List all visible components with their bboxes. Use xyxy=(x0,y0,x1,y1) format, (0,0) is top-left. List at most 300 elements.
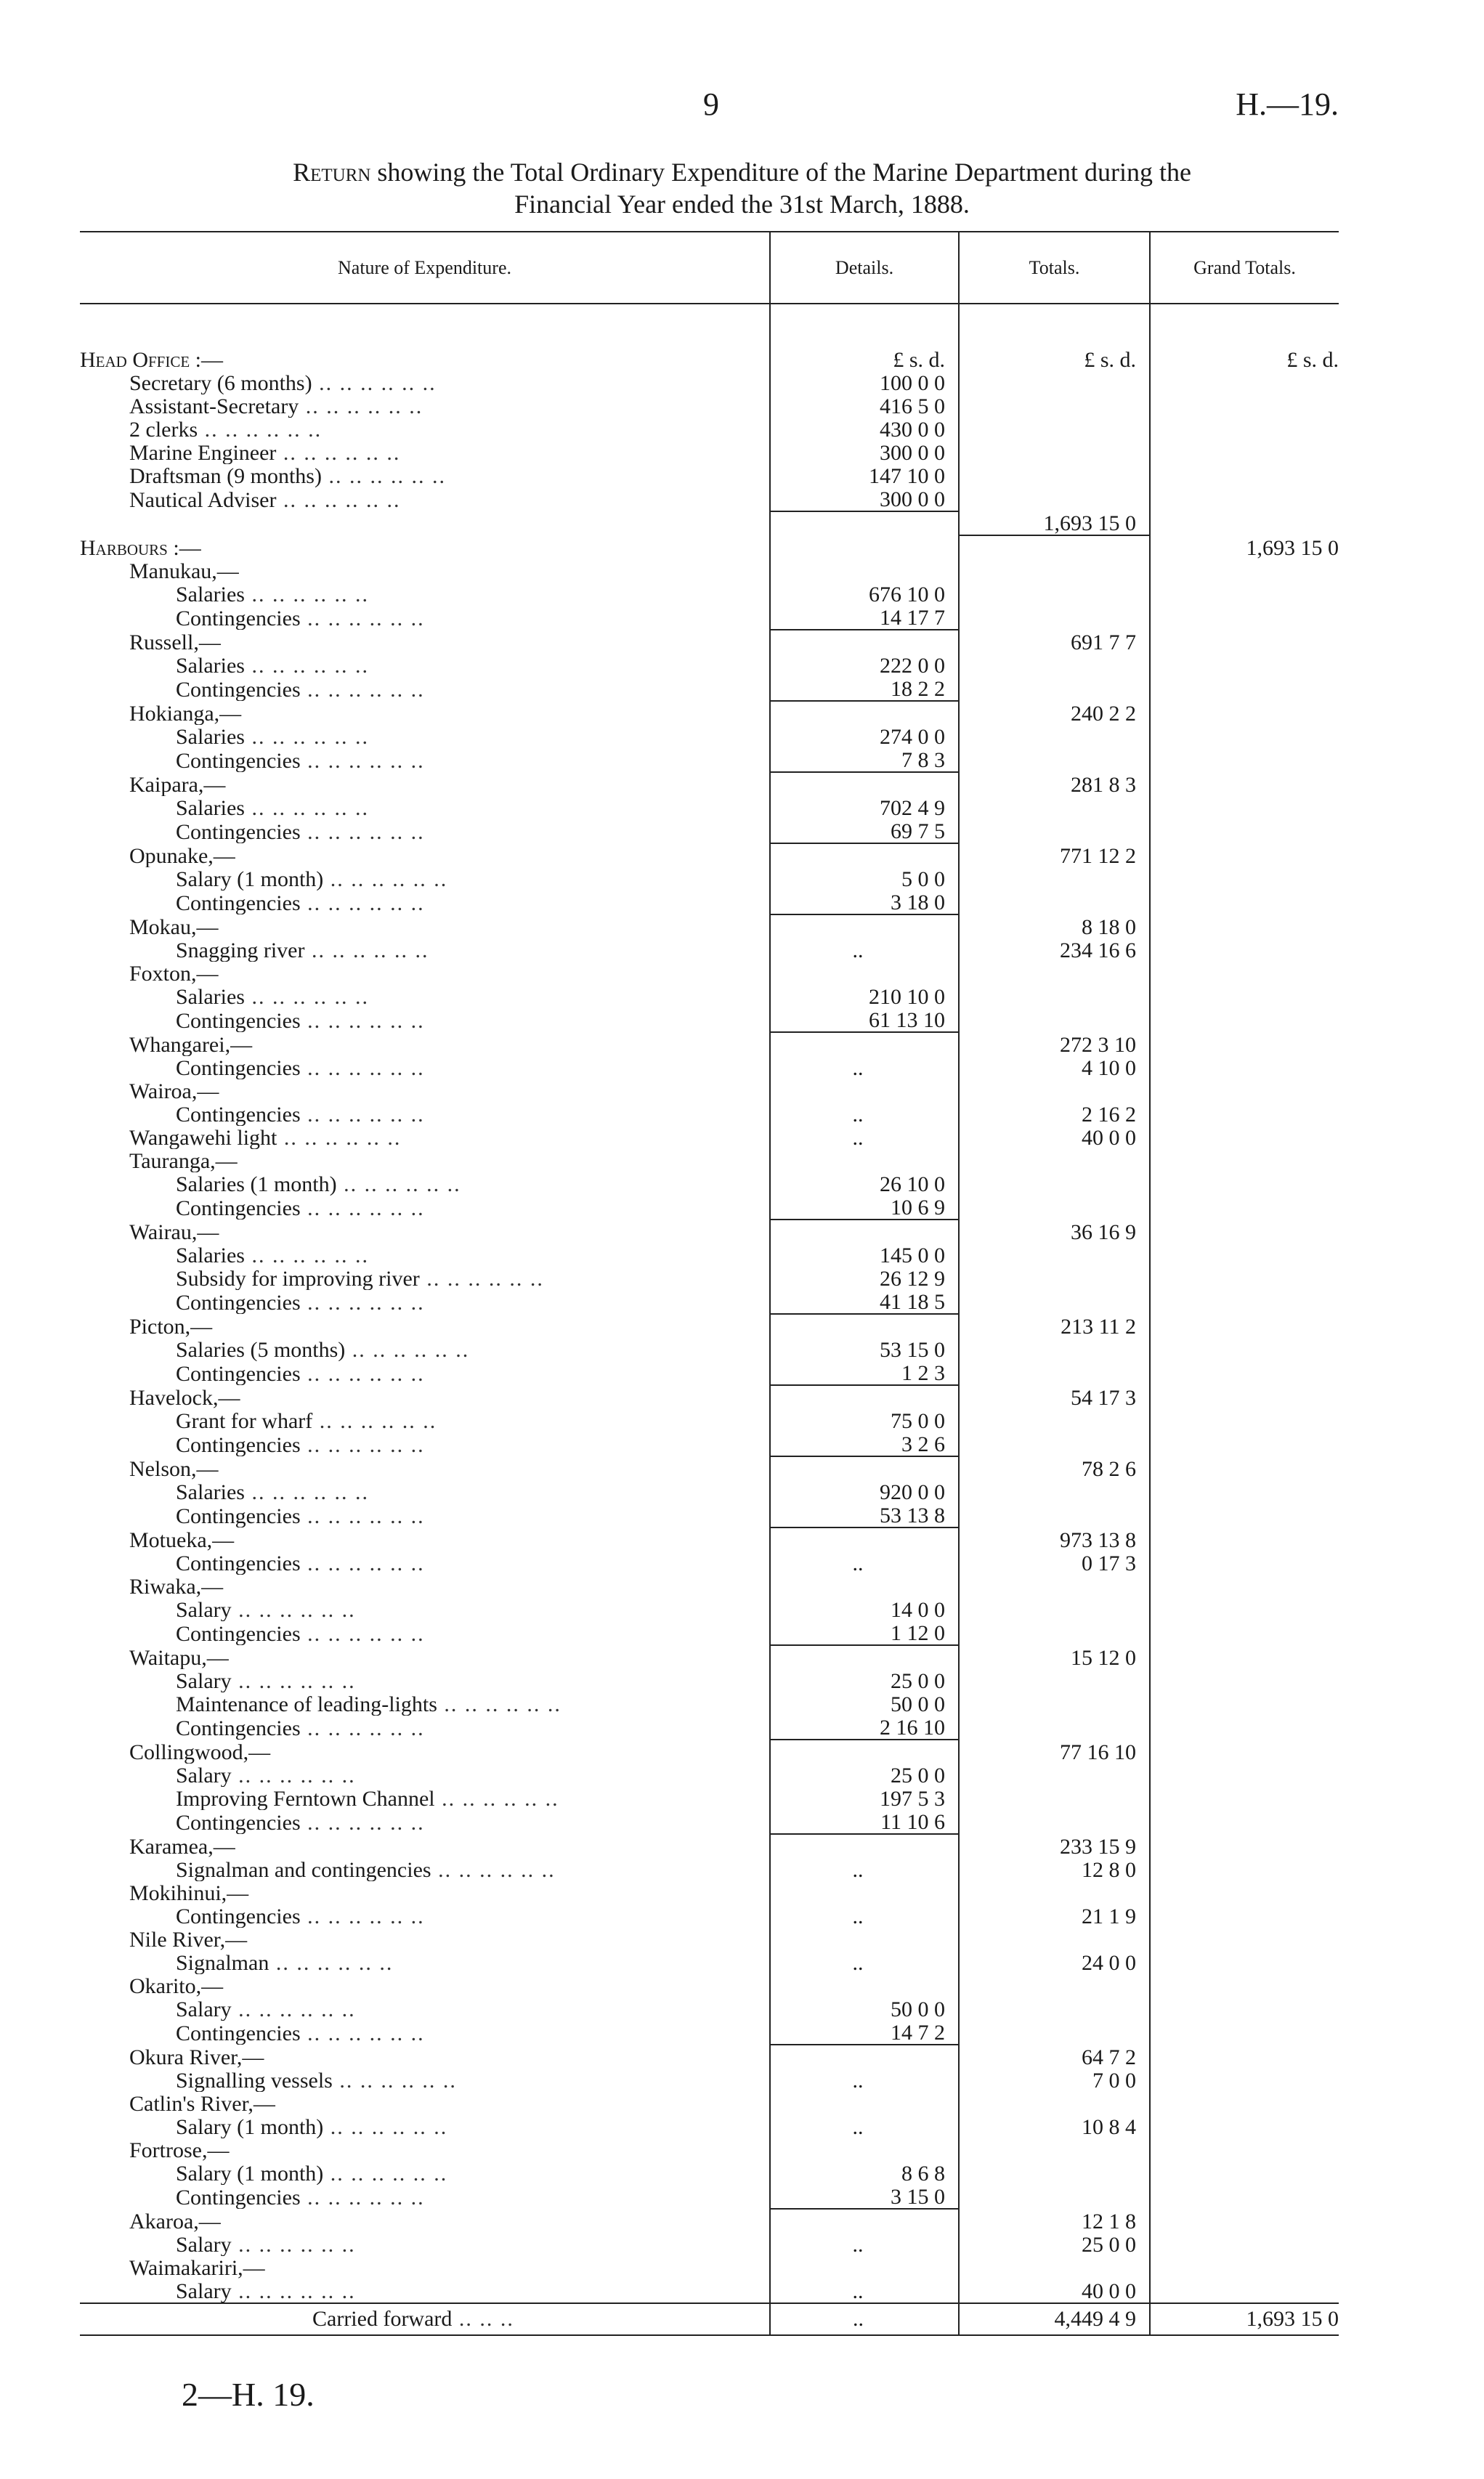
leader-dots: .. .. .. .. .. .. xyxy=(300,1551,425,1575)
row-label xyxy=(80,371,770,394)
totals-cell: 973 13 8 xyxy=(959,1527,1150,1551)
expenditure-table xyxy=(80,231,1339,2336)
totals-cell xyxy=(959,1997,1150,2021)
grand-total-cell xyxy=(1150,890,1339,914)
harbour-name-row xyxy=(80,1032,1339,1056)
totals-cell: 12 1 8 xyxy=(959,2209,1150,2233)
row-label xyxy=(80,1314,770,1338)
row-label xyxy=(80,2233,770,2256)
harbour-item-row xyxy=(80,1621,1339,1645)
totals-cell xyxy=(959,1598,1150,1621)
row-label-text: Wangawehi light xyxy=(129,1126,277,1149)
harbour-item-row xyxy=(80,2021,1339,2045)
row-label xyxy=(80,1669,770,1692)
totals-cell xyxy=(959,1480,1150,1504)
details-cell xyxy=(770,2209,959,2233)
row-label-text: Fortrose,— xyxy=(129,2138,230,2162)
row-label xyxy=(80,1527,770,1551)
totals-cell xyxy=(959,890,1150,914)
row-label-text: Hokianga,— xyxy=(129,702,242,725)
grand-total-cell xyxy=(1150,1079,1339,1103)
row-label xyxy=(80,1126,770,1149)
details-cell: 14 7 2 xyxy=(770,2021,959,2045)
row-label-text: Improving Ferntown Channel xyxy=(176,1787,435,1810)
row-label-text: Okura River,— xyxy=(129,2045,264,2069)
grand-total-cell xyxy=(1150,1126,1339,1149)
row-label-text: Nautical Adviser xyxy=(129,488,277,511)
totals-cell: £ s. d. xyxy=(959,348,1150,371)
totals-cell: 272 3 10 xyxy=(959,1032,1150,1056)
leader-dots: .. .. .. .. .. .. xyxy=(276,488,401,511)
totals-cell: 78 2 6 xyxy=(959,1456,1150,1480)
totals-cell: 8 18 0 xyxy=(959,914,1150,938)
harbour-name-row xyxy=(80,2045,1339,2069)
row-label-text: 2 clerks xyxy=(129,418,198,441)
details-cell: 69 7 5 xyxy=(770,819,959,843)
totals-cell: 213 11 2 xyxy=(959,1314,1150,1338)
totals-cell xyxy=(959,1432,1150,1456)
grand-total-cell xyxy=(1150,1951,1339,1974)
details-cell: 416 5 0 xyxy=(770,394,959,418)
details-cell: 147 10 0 xyxy=(770,464,959,487)
details-cell xyxy=(770,1220,959,1243)
row-label-text: Foxton,— xyxy=(129,962,219,985)
row-label-text: Contingencies xyxy=(176,678,301,701)
row-label xyxy=(80,914,770,938)
row-label xyxy=(80,890,770,914)
row-label-text: Mokau,— xyxy=(129,915,219,938)
row-label-text: Karamea,— xyxy=(129,1835,235,1858)
row-label xyxy=(80,606,770,630)
totals-cell xyxy=(959,535,1150,559)
harbour-item-row xyxy=(80,2279,1339,2303)
details-cell xyxy=(770,1456,959,1480)
totals-cell xyxy=(959,1974,1150,1997)
grand-total-cell xyxy=(1150,2115,1339,2138)
row-label-text: Subsidy for improving river xyxy=(176,1267,420,1290)
row-label-text: Salary (1 month) xyxy=(176,867,324,890)
grand-total-cell xyxy=(1150,1267,1339,1290)
harbour-name-row xyxy=(80,1314,1339,1338)
totals-cell xyxy=(959,796,1150,819)
row-label-text: Head Office :— xyxy=(80,348,224,371)
details-cell: 5 0 0 xyxy=(770,867,959,890)
row-label-text: Contingencies xyxy=(176,1103,301,1126)
harbour-item-row xyxy=(80,796,1339,819)
grand-total-cell xyxy=(1150,1432,1339,1456)
details-cell xyxy=(770,559,959,583)
totals-cell xyxy=(959,1881,1150,1904)
row-label-text: Wairoa,— xyxy=(129,1079,219,1103)
title-line2: Financial Year ended the 31st March, 1888. xyxy=(514,190,970,219)
leader-dots: .. .. .. .. .. .. xyxy=(419,1267,544,1290)
row-label xyxy=(80,725,770,748)
leader-dots: .. .. .. .. .. .. xyxy=(231,1764,356,1787)
row-label-text: Contingencies xyxy=(176,1504,301,1527)
row-label xyxy=(80,2092,770,2115)
leader-dots: .. .. .. .. .. .. xyxy=(300,606,425,630)
details-cell: 920 0 0 xyxy=(770,1480,959,1504)
row-label xyxy=(80,1645,770,1669)
details-cell: .. xyxy=(770,938,959,962)
grand-total-cell xyxy=(1150,1810,1339,1834)
row-label xyxy=(80,2138,770,2162)
leader-dots: .. .. .. .. .. .. xyxy=(244,796,369,819)
totals-cell xyxy=(959,1787,1150,1810)
harbour-name-row xyxy=(80,1527,1339,1551)
totals-cell xyxy=(959,583,1150,606)
row-label xyxy=(80,677,770,701)
row-label-text: Salaries xyxy=(176,654,245,677)
row-label xyxy=(80,701,770,725)
harbour-name-row xyxy=(80,701,1339,725)
harbour-name-row xyxy=(80,843,1339,867)
row-label xyxy=(80,535,770,559)
totals-cell xyxy=(959,1149,1150,1172)
harbour-name-row xyxy=(80,1974,1339,1997)
row-label-text: Salary xyxy=(176,1598,232,1621)
row-label xyxy=(80,1243,770,1267)
leader-dots: .. .. .. .. .. .. xyxy=(276,441,401,464)
grand-total-cell xyxy=(1150,1551,1339,1575)
row-label-text: Contingencies xyxy=(176,606,301,630)
totals-cell: 77 16 10 xyxy=(959,1740,1150,1764)
details-cell xyxy=(770,1740,959,1764)
details-cell xyxy=(770,701,959,725)
details-cell xyxy=(770,511,959,535)
grand-total-cell xyxy=(1150,1904,1339,1928)
grand-total-cell xyxy=(1150,1409,1339,1432)
leader-dots: .. .. .. .. .. .. xyxy=(304,938,429,962)
totals-cell: 12 8 0 xyxy=(959,1858,1150,1881)
row-label-text: Contingencies xyxy=(176,749,301,772)
row-label-text: Contingencies xyxy=(176,2021,301,2045)
grand-total-cell xyxy=(1150,843,1339,867)
grand-total-cell xyxy=(1150,1974,1339,1997)
head-office-item xyxy=(80,371,1339,394)
grand-total-cell xyxy=(1150,1645,1339,1669)
details-cell xyxy=(770,843,959,867)
harbour-item-row xyxy=(80,1669,1339,1692)
grand-total-cell xyxy=(1150,1314,1339,1338)
page-number: 9 xyxy=(703,86,719,122)
row-label-text: Draftsman (9 months) xyxy=(129,464,322,487)
header-totals: Totals. xyxy=(959,232,1150,304)
details-cell xyxy=(770,1928,959,1951)
grand-total-cell xyxy=(1150,1621,1339,1645)
totals-cell: 240 2 2 xyxy=(959,701,1150,725)
leader-dots: .. .. .. .. .. .. xyxy=(300,1504,425,1527)
leader-dots: .. .. .. .. .. .. xyxy=(323,2115,448,2138)
totals-cell xyxy=(959,2162,1150,2185)
harbour-name-row xyxy=(80,2256,1339,2279)
harbour-item-row xyxy=(80,1504,1339,1527)
harbour-item-row xyxy=(80,1858,1339,1881)
totals-cell: 2 16 2 xyxy=(959,1103,1150,1126)
harbour-item-row xyxy=(80,1008,1339,1032)
row-label-text: Salary xyxy=(176,1764,232,1787)
row-label xyxy=(80,1951,770,1974)
leader-dots: .. .. .. .. .. .. xyxy=(300,2021,425,2045)
totals-cell: 281 8 3 xyxy=(959,772,1150,796)
row-label-text: Whangarei,— xyxy=(129,1033,253,1056)
section-head-office xyxy=(80,348,1339,371)
row-label-text: Catlin's River,— xyxy=(129,2092,275,2115)
totals-cell: 10 8 4 xyxy=(959,2115,1150,2138)
row-label-text: Salaries xyxy=(176,1480,245,1504)
totals-cell xyxy=(959,677,1150,701)
details-cell xyxy=(770,2045,959,2069)
harbour-item-row xyxy=(80,606,1339,630)
grand-total-cell xyxy=(1150,2045,1339,2069)
harbour-item-row xyxy=(80,867,1339,890)
harbour-name-row xyxy=(80,1740,1339,1764)
details-cell: 274 0 0 xyxy=(770,725,959,748)
leader-dots: .. .. .. .. .. .. xyxy=(300,1362,425,1385)
row-label-text: Signalling vessels xyxy=(176,2069,333,2092)
grand-total-cell xyxy=(1150,701,1339,725)
grand-total-cell xyxy=(1150,1527,1339,1551)
leader-dots: .. .. .. .. .. .. xyxy=(323,2162,448,2185)
row-label xyxy=(80,1997,770,2021)
leader-dots: .. .. .. .. .. .. xyxy=(231,1997,356,2021)
totals-cell xyxy=(959,1575,1150,1598)
grand-total-cell xyxy=(1150,1504,1339,1527)
leader-dots: .. .. .. .. .. .. xyxy=(231,2233,356,2256)
row-label xyxy=(80,1834,770,1858)
row-label-text: Kaipara,— xyxy=(129,773,226,796)
totals-cell xyxy=(959,1267,1150,1290)
leader-dots: .. .. .. .. .. .. xyxy=(231,1598,356,1621)
totals-cell: 40 0 0 xyxy=(959,1126,1150,1149)
leader-dots: .. .. .. .. .. .. xyxy=(269,1951,394,1974)
grand-total-cell xyxy=(1150,630,1339,654)
grand-total-cell xyxy=(1150,2021,1339,2045)
details-cell: 676 10 0 xyxy=(770,583,959,606)
row-label xyxy=(80,1716,770,1740)
leader-dots: .. .. .. .. .. .. xyxy=(321,464,446,487)
row-label xyxy=(80,394,770,418)
leader-dots: .. .. .. .. .. .. xyxy=(300,678,425,701)
details-cell: 197 5 3 xyxy=(770,1787,959,1810)
row-label xyxy=(80,1621,770,1645)
row-label-text: Snagging river xyxy=(176,938,305,962)
details-cell xyxy=(770,1079,959,1103)
row-label xyxy=(80,2021,770,2045)
totals-cell xyxy=(959,606,1150,630)
harbour-name-row xyxy=(80,2092,1339,2115)
details-cell: 210 10 0 xyxy=(770,985,959,1008)
carried-forward-row xyxy=(80,2303,1339,2335)
grand-total-cell xyxy=(1150,985,1339,1008)
totals-cell xyxy=(959,2092,1150,2115)
row-label-text: Contingencies xyxy=(176,1009,301,1032)
totals-cell: 40 0 0 xyxy=(959,2279,1150,2303)
details-cell xyxy=(770,1527,959,1551)
grand-total-cell xyxy=(1150,748,1339,772)
grand-total-cell xyxy=(1150,464,1339,487)
header-nature: Nature of Expenditure. xyxy=(80,232,770,304)
totals-cell xyxy=(959,1669,1150,1692)
grand-total-cell xyxy=(1150,487,1339,511)
harbour-item-row xyxy=(80,1692,1339,1716)
totals-cell xyxy=(959,1338,1150,1361)
harbour-item-row xyxy=(80,2069,1339,2092)
row-label-text: Salary (1 month) xyxy=(176,2162,324,2185)
grand-total-cell xyxy=(1150,1385,1339,1409)
leader-dots: .. .. .. .. .. .. xyxy=(244,583,369,606)
row-label-text: Assistant-Secretary xyxy=(129,394,299,418)
totals-cell: 233 15 9 xyxy=(959,1834,1150,1858)
harbour-name-row xyxy=(80,1456,1339,1480)
details-cell: £ s. d. xyxy=(770,348,959,371)
row-label-text: Salary xyxy=(176,1669,232,1692)
harbour-name-row xyxy=(80,630,1339,654)
harbour-item-row xyxy=(80,1551,1339,1575)
harbour-item-row xyxy=(80,1267,1339,1290)
grand-total-cell xyxy=(1150,2162,1339,2185)
head-office-item xyxy=(80,394,1339,418)
details-cell xyxy=(770,2092,959,2115)
harbour-item-row xyxy=(80,1338,1339,1361)
row-label xyxy=(80,654,770,677)
grand-total-cell xyxy=(1150,441,1339,464)
details-cell: 61 13 10 xyxy=(770,1008,959,1032)
totals-cell xyxy=(959,985,1150,1008)
row-label xyxy=(80,1290,770,1314)
totals-cell xyxy=(959,2185,1150,2209)
row-label xyxy=(80,464,770,487)
totals-cell xyxy=(959,1361,1150,1385)
row-label-text: Contingencies xyxy=(176,1551,301,1575)
details-cell: 25 0 0 xyxy=(770,1764,959,1787)
totals-cell xyxy=(959,1810,1150,1834)
details-cell xyxy=(770,1881,959,1904)
row-label xyxy=(80,487,770,511)
harbour-item-row xyxy=(80,1172,1339,1196)
grand-total-cell xyxy=(1150,1740,1339,1764)
row-label-text: Wairau,— xyxy=(129,1220,219,1243)
harbour-name-row xyxy=(80,1575,1339,1598)
harbour-name-row xyxy=(80,1220,1339,1243)
totals-cell: 1,693 15 0 xyxy=(959,511,1150,535)
harbour-name-row xyxy=(80,2209,1339,2233)
row-label-text: Contingencies xyxy=(176,1196,301,1220)
details-cell: 26 10 0 xyxy=(770,1172,959,1196)
row-label xyxy=(80,1881,770,1904)
title-lead: Return xyxy=(293,158,371,187)
grand-total-cell xyxy=(1150,371,1339,394)
harbour-item-row xyxy=(80,1103,1339,1126)
row-label-text: Contingencies xyxy=(176,1622,301,1645)
row-label xyxy=(80,1787,770,1810)
details-cell xyxy=(770,1974,959,1997)
grand-total-cell xyxy=(1150,1834,1339,1858)
details-cell: 50 0 0 xyxy=(770,1692,959,1716)
carried-forward-label: Carried forward .. .. .. xyxy=(80,2303,770,2335)
row-label xyxy=(80,1810,770,1834)
row-label-text: Akaroa,— xyxy=(129,2210,221,2233)
leader-dots: .. .. .. .. .. .. xyxy=(434,1787,559,1810)
row-label xyxy=(80,843,770,867)
grand-total-cell xyxy=(1150,2233,1339,2256)
details-cell xyxy=(770,1834,959,1858)
harbour-name-row xyxy=(80,559,1339,583)
header-details: Details. xyxy=(770,232,959,304)
leader-dots: .. .. .. .. .. .. xyxy=(300,1716,425,1740)
leader-dots: .. .. .. .. .. .. xyxy=(300,1291,425,1314)
row-label-text: Motueka,— xyxy=(129,1528,235,1551)
details-cell: .. xyxy=(770,1103,959,1126)
grand-total-cell xyxy=(1150,2209,1339,2233)
details-cell xyxy=(770,1645,959,1669)
page-title xyxy=(73,156,1411,220)
details-cell: .. xyxy=(770,1551,959,1575)
grand-total-cell xyxy=(1150,938,1339,962)
row-label-text: Signalman xyxy=(176,1951,269,1974)
row-label-text: Salaries xyxy=(176,725,245,748)
leader-dots: .. .. .. .. .. .. xyxy=(300,891,425,914)
row-label-text: Waimakariri,— xyxy=(129,2256,265,2279)
details-cell xyxy=(770,630,959,654)
details-cell: .. xyxy=(770,1904,959,1928)
harbour-item-row xyxy=(80,1409,1339,1432)
grand-total-cell xyxy=(1150,606,1339,630)
totals-cell xyxy=(959,1764,1150,1787)
row-label xyxy=(80,1740,770,1764)
row-label-text: Contingencies xyxy=(176,1056,301,1079)
harbour-item-row xyxy=(80,1598,1339,1621)
grand-total-cell xyxy=(1150,1361,1339,1385)
totals-cell: 64 7 2 xyxy=(959,2045,1150,2069)
harbour-item-row xyxy=(80,938,1339,962)
totals-cell: 25 0 0 xyxy=(959,2233,1150,2256)
harbour-item-row xyxy=(80,2162,1339,2185)
row-label-text: Salary xyxy=(176,1997,232,2021)
grand-total-cell xyxy=(1150,418,1339,441)
grand-total-cell xyxy=(1150,1243,1339,1267)
row-label-text: Opunake,— xyxy=(129,844,235,867)
harbour-name-row xyxy=(80,1079,1339,1103)
harbour-name-row xyxy=(80,1834,1339,1858)
totals-cell xyxy=(959,1290,1150,1314)
head-office-total-row xyxy=(80,511,1339,535)
carried-forward-details: .. xyxy=(770,2303,959,2335)
grand-total-cell xyxy=(1150,1669,1339,1692)
row-label-text: Contingencies xyxy=(176,1716,301,1740)
details-cell: 300 0 0 xyxy=(770,487,959,511)
row-label xyxy=(80,1103,770,1126)
row-label xyxy=(80,583,770,606)
details-cell: 14 17 7 xyxy=(770,606,959,630)
harbour-item-row xyxy=(80,985,1339,1008)
details-cell: .. xyxy=(770,2233,959,2256)
leader-dots: .. .. .. .. .. .. xyxy=(300,1103,425,1126)
row-label-text: Salary (1 month) xyxy=(176,2115,324,2138)
leader-dots: .. .. .. .. .. .. xyxy=(244,654,369,677)
harbour-name-row xyxy=(80,772,1339,796)
harbour-name-row xyxy=(80,1881,1339,1904)
row-label xyxy=(80,1056,770,1079)
row-label xyxy=(80,2069,770,2092)
row-label xyxy=(80,985,770,1008)
totals-cell xyxy=(959,371,1150,394)
details-cell: 3 15 0 xyxy=(770,2185,959,2209)
row-label-text: Harbours :— xyxy=(80,536,201,559)
harbour-item-row xyxy=(80,819,1339,843)
leader-dots: .. .. .. .. .. .. xyxy=(323,867,448,890)
row-label-text: Salaries (1 month) xyxy=(176,1172,337,1196)
